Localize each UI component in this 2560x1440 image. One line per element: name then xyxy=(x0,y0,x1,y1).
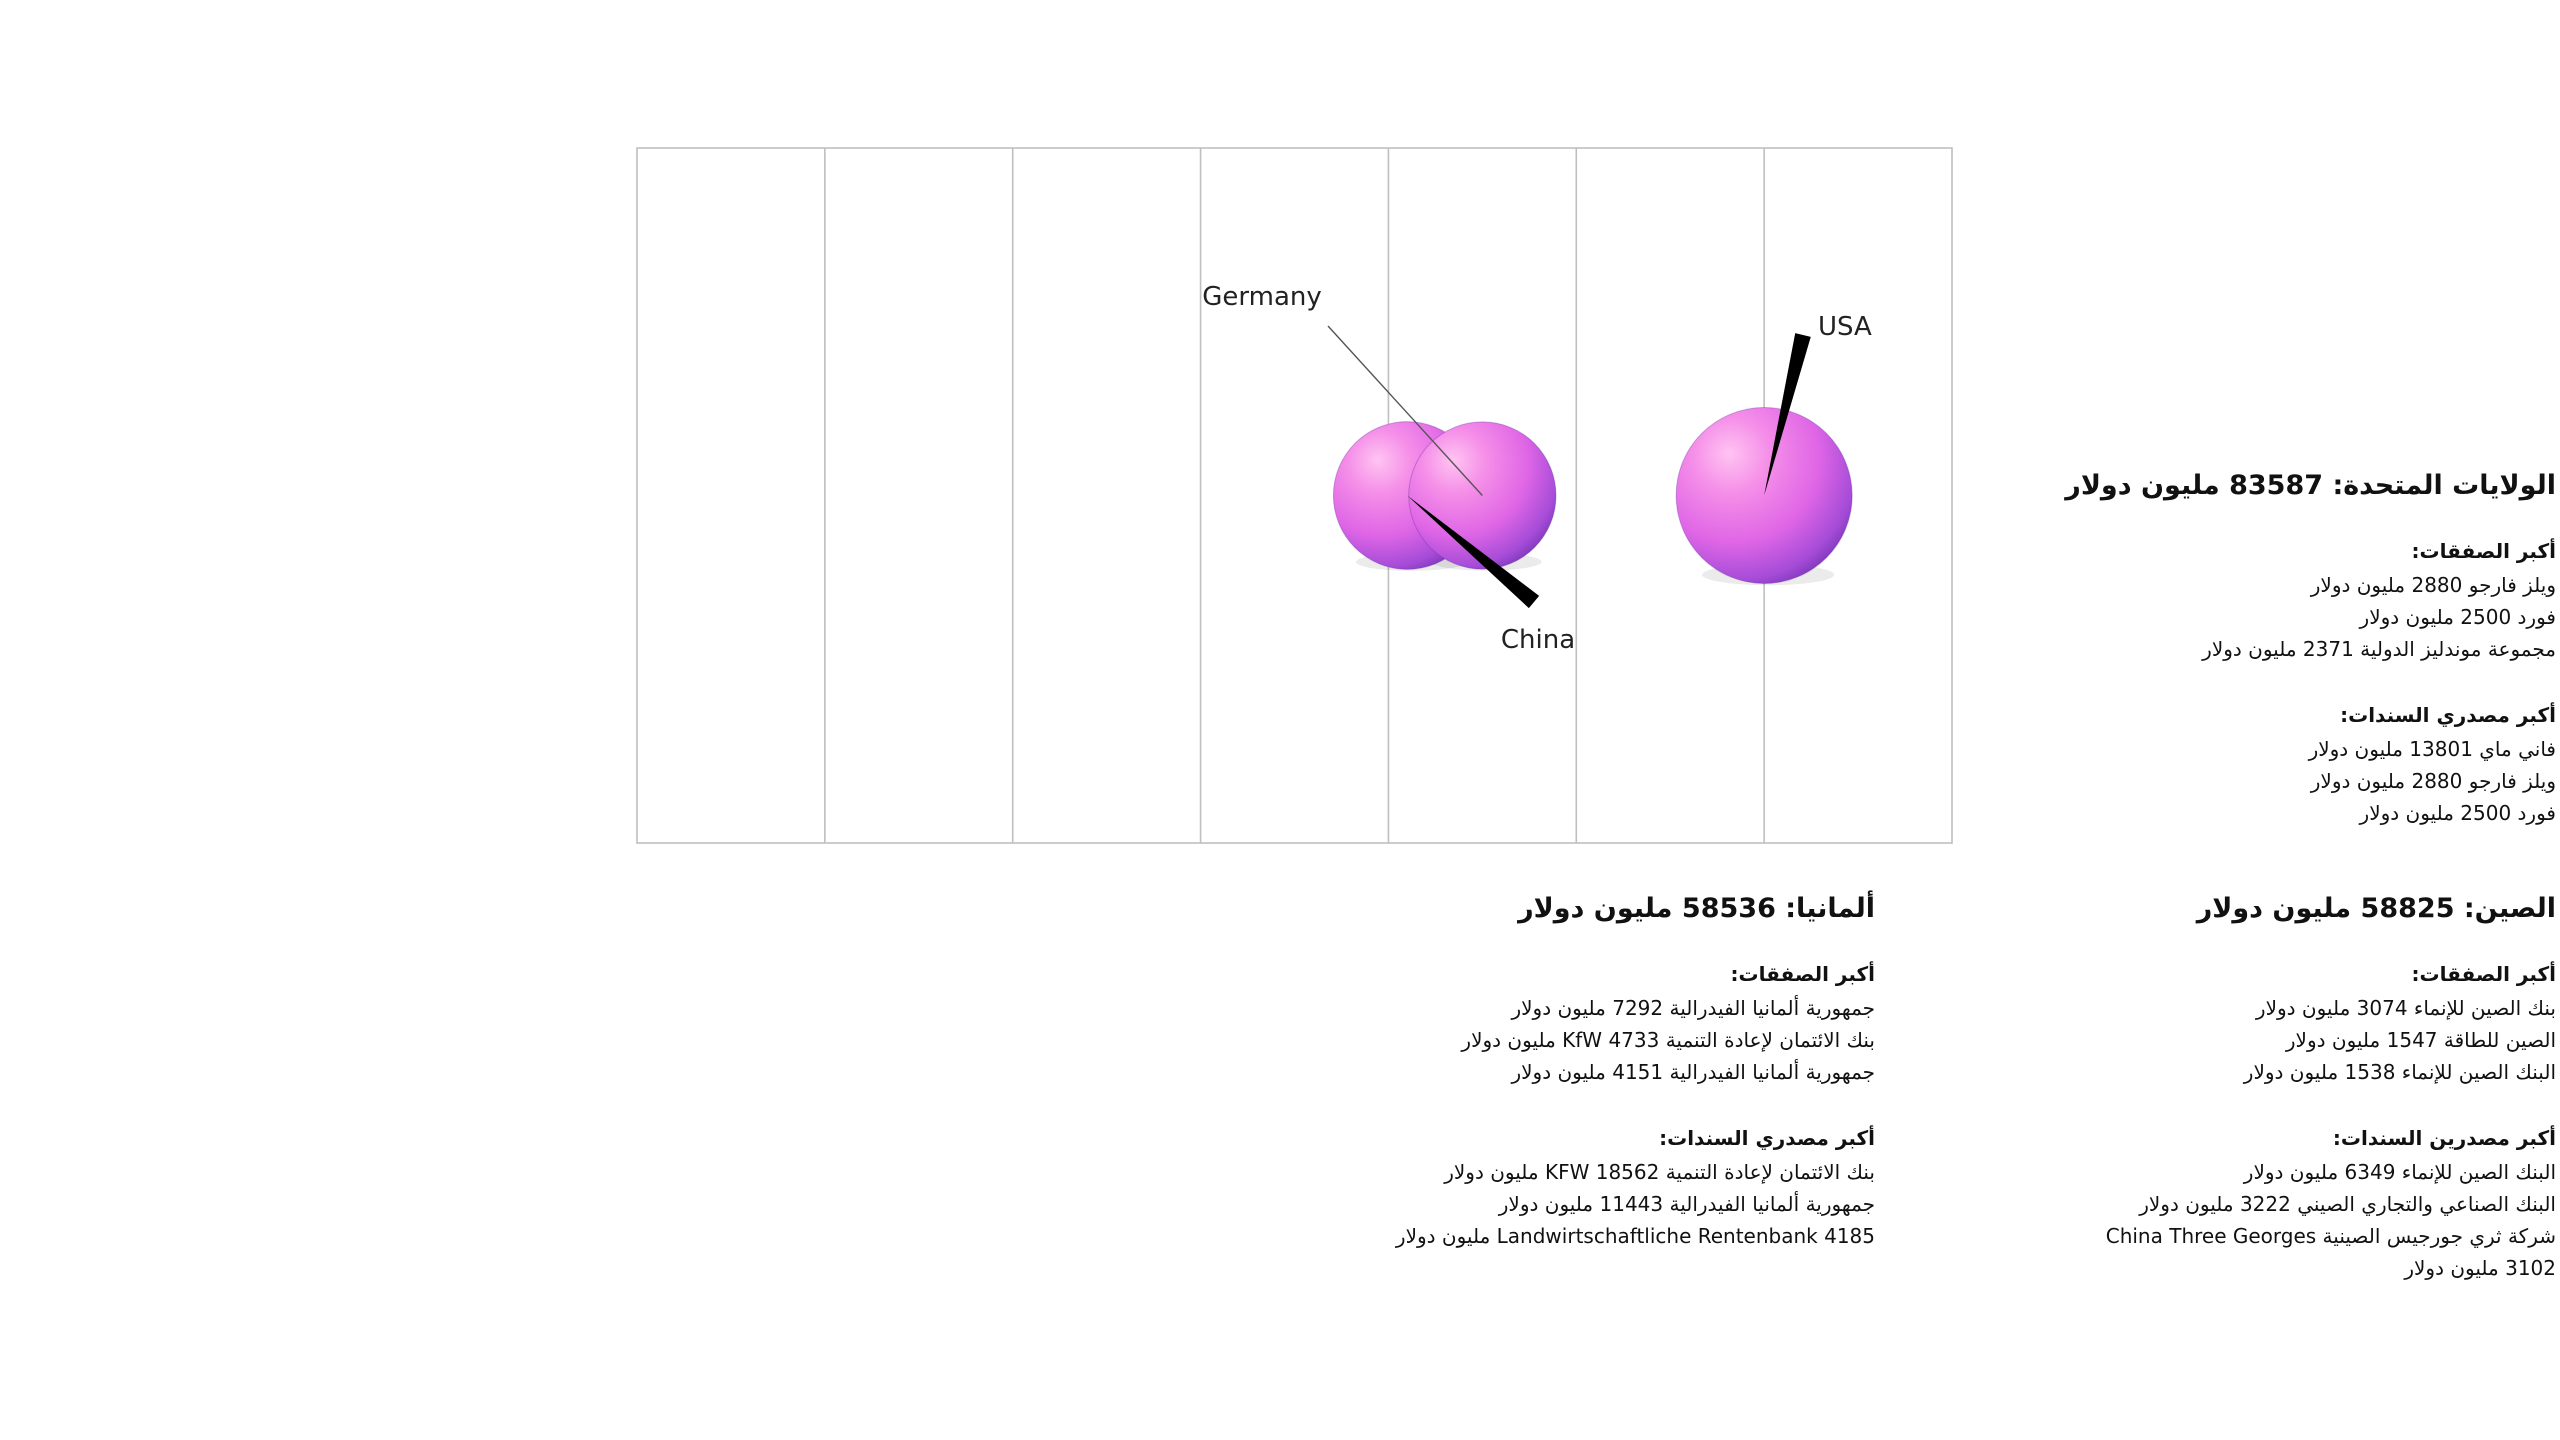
china-issuers-heading: أكبر مصدرين السندات: xyxy=(2332,1126,2556,1150)
germany-issuers-heading: أكبر مصدري السندات: xyxy=(1659,1126,1875,1150)
list-item: البنك الصناعي والتجاري الصيني 3222 مليون دولار xyxy=(2139,1192,2556,1216)
germany-deals-heading: أكبر الصفقات: xyxy=(1730,962,1875,986)
usa-deals-heading: أكبر الصفقات: xyxy=(2411,539,2556,563)
bubble-label-china: China xyxy=(1500,625,1576,655)
usa-deals-list xyxy=(1956,569,2556,665)
germany-issuers-list xyxy=(1315,1156,1875,1252)
usa-panel-title: الولايات المتحدة: 83587 مليون دولار xyxy=(2065,470,2556,501)
china-deals-list xyxy=(2056,992,2556,1088)
list-item: بنك الصين للإنماء 3074 مليون دولار xyxy=(2255,996,2556,1020)
bubble-label-usa: USA xyxy=(1818,312,1872,342)
list-item: الصين للطاقة 1547 مليون دولار xyxy=(2285,1028,2556,1052)
china-issuers-list xyxy=(2056,1156,2556,1284)
usa-panel xyxy=(1956,470,2556,829)
usa-issuers-heading: أكبر مصدري السندات: xyxy=(2340,703,2556,727)
china-panel xyxy=(2056,893,2556,1284)
list-item: ويلز فارجو 2880 مليون دولار xyxy=(2310,573,2556,597)
germany-panel xyxy=(1315,893,1875,1252)
list-item: البنك الصين للإنماء 6349 مليون دولار xyxy=(2243,1160,2556,1184)
list-item: فورد 2500 مليون دولار xyxy=(2359,605,2556,629)
germany-panel-title: ألمانيا: 58536 مليون دولار xyxy=(1518,893,1875,924)
list-item: بنك الائتمان لإعادة التنمية 4733 KfW مليون دولار xyxy=(1461,1028,1875,1052)
list-item: جمهورية ألمانيا الفيدرالية 11443 مليون دولار xyxy=(1498,1192,1875,1216)
china-panel-title: الصين: 58825 مليون دولار xyxy=(2196,893,2556,924)
germany-deals-list xyxy=(1315,992,1875,1088)
bubble-layer xyxy=(1333,408,1852,586)
usa-issuers-list xyxy=(1956,733,2556,829)
list-item: جمهورية ألمانيا الفيدرالية 4151 مليون دولار xyxy=(1511,1060,1875,1084)
china-deals-heading: أكبر الصفقات: xyxy=(2411,962,2556,986)
list-item: فورد 2500 مليون دولار xyxy=(2359,801,2556,825)
list-item: جمهورية ألمانيا الفيدرالية 7292 مليون دولار xyxy=(1511,996,1875,1020)
list-item: مجموعة موندليز الدولية 2371 مليون دولار xyxy=(2202,637,2556,661)
list-item: ويلز فارجو 2880 مليون دولار xyxy=(2310,769,2556,793)
list-item: شركة ثري جورجيس الصينية China Three Georges 3102 مليون دولار xyxy=(2105,1224,2556,1280)
list-item: بنك الائتمان لإعادة التنمية KFW 18562 مليون دولار xyxy=(1444,1160,1875,1184)
bubble-label-germany: Germany xyxy=(1202,282,1322,312)
list-item: البنك الصين للإنماء 1538 مليون دولار xyxy=(2243,1060,2556,1084)
list-item: Landwirtschaftliche Rentenbank 4185 مليون دولار xyxy=(1395,1224,1875,1248)
list-item: فاني ماي 13801 مليون دولار xyxy=(2308,737,2556,761)
